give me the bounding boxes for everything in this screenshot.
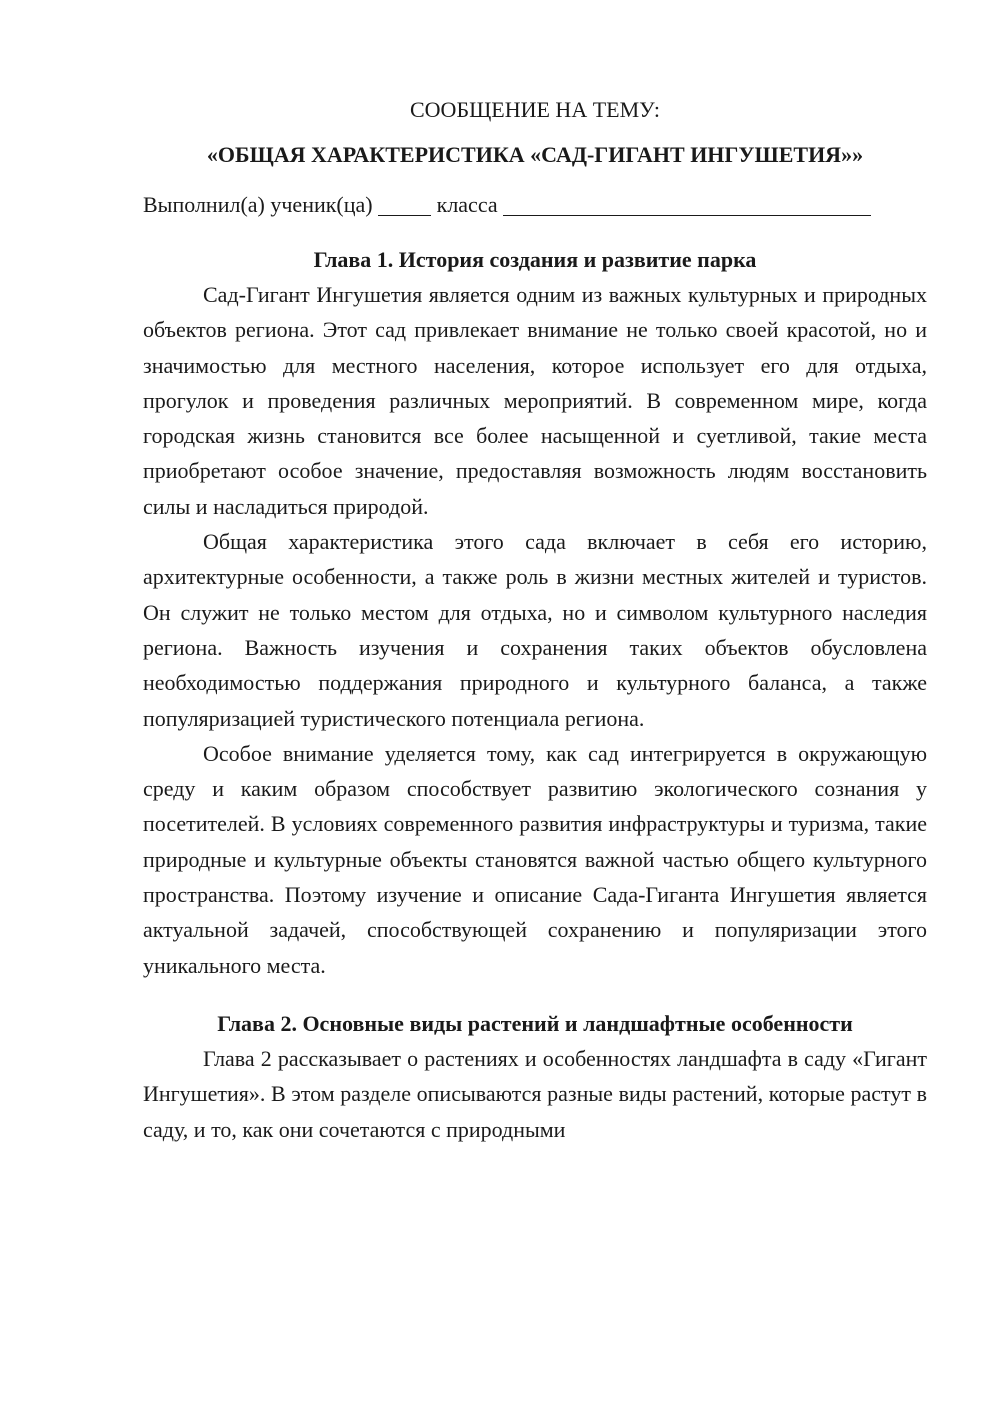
- signature-line: [143, 187, 927, 222]
- chapter-2-paragraph-1: Глава 2 рассказывает о растениях и особенностях ландшафта в саду «Гигант Ингушетия». В этом разделе описываются разные виды растений, которые растут в саду, и то, как они сочетаются с природными: [143, 1045, 927, 1142]
- chapter-1-paragraph-2: Общая характеристика этого сада включает в себя его историю, архитектурные особенности, а также роль в жизни местных жителей и туристов. Он служит не только местом для отдыха, но и символом культурного наследия региона. Важность изучения и сохранения таких объектов обусловлена необходимостью поддержания природного и культурного баланса, а также популяризацией туристического потенциала региона.: [143, 529, 927, 731]
- signature-prefix: Выполнил(а) ученик(ца): [143, 192, 373, 217]
- document-page: [143, 92, 927, 1147]
- student-name-blank[interactable]: [503, 193, 871, 216]
- chapter-1-paragraph-1: Сад-Гигант Ингушетия является одним из важных культурных и природных объектов региона. Этот сад привлекает внимание не только своей красотой, но и значимостью для местного населения, которое использует его для отдыха, прогулок и проведения различных мероприятий. В современном мире, когда городская жизнь становится все более насыщенной и суетливой, такие места приобретают особое значение, предоставляя возможность людям восстановить силы и насладиться природой.: [143, 282, 927, 519]
- chapter-1-heading: Глава 1. История создания и развитие парка: [313, 247, 757, 272]
- chapter-2-heading: Глава 2. Основные виды растений и ландшафтные особенности: [217, 1010, 853, 1036]
- document-title: СООБЩЕНИЕ НА ТЕМУ:: [410, 97, 660, 122]
- chapter-1-paragraph-3: Особое внимание уделяется тому, как сад интегрируется в окружающую среду и каким образом способствует развитию экологического сознания у посетителей. В условиях современного развития инфраструктуры и туризма, такие природные и культурные объекты становятся важной частью общего культурного пространства. Поэтому изучение и описание Сада-Гиганта Ингушетия является актуальной задачей, способствующей сохранению и популяризации этого уникального места.: [143, 740, 927, 978]
- class-number-blank[interactable]: [378, 193, 431, 216]
- document-subtitle: «ОБЩАЯ ХАРАКТЕРИСТИКА «САД-ГИГАНТ ИНГУШЕТИЯ»»: [206, 142, 864, 167]
- signature-middle: класса: [436, 192, 498, 217]
